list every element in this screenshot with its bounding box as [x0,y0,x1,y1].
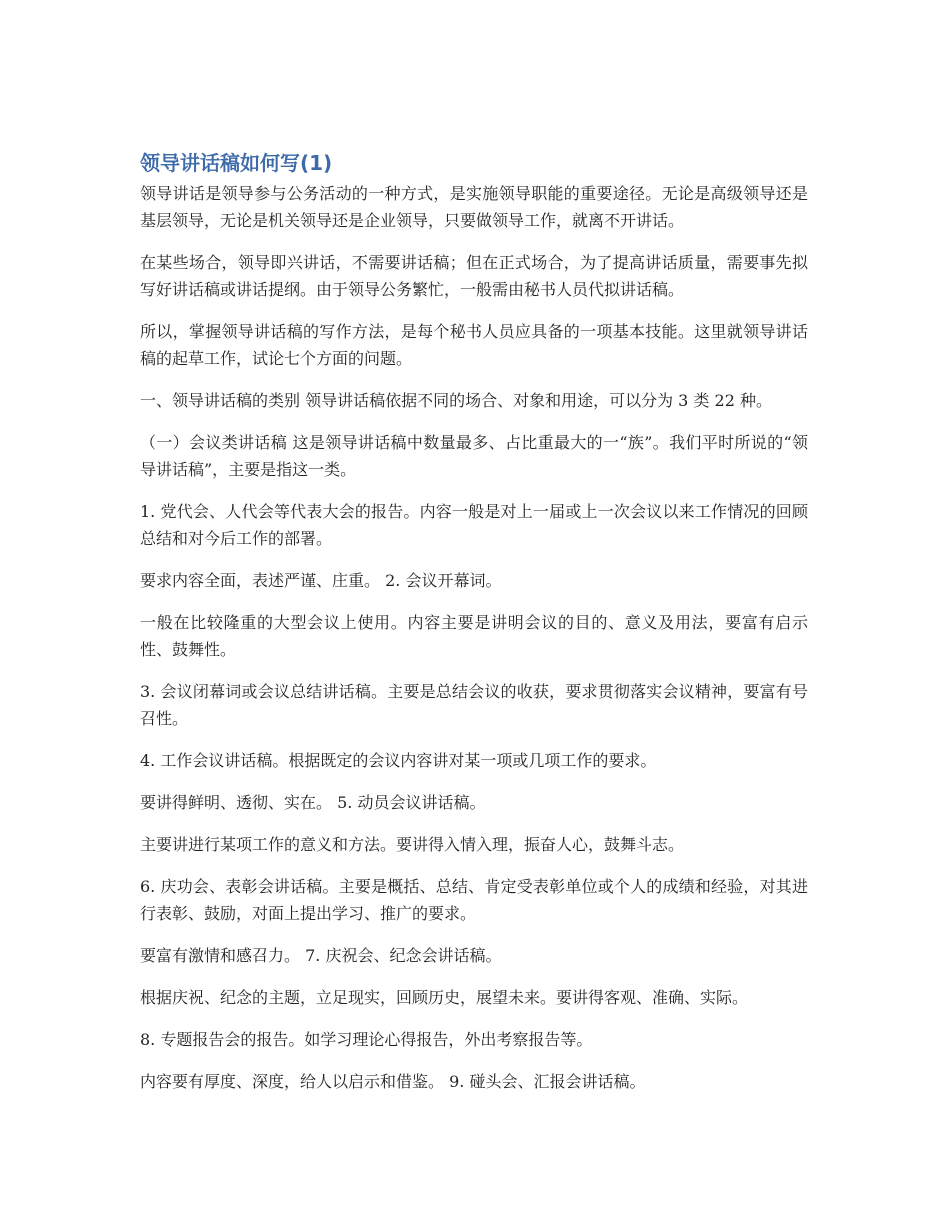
paragraph-item-6: 6. 庆功会、表彰会讲话稿。主要是概括、总结、肯定受表彰单位或个人的成绩和经验，对其进行表彰、鼓励，对面上提出学习、推广的要求。 [140,877,808,923]
document-page [140,148,808,1110]
paragraph-item-5: 要讲得鲜明、透彻、实在。 5. 动员会议讲话稿。 [140,793,486,812]
paragraph-section-1: 一、领导讲话稿的类别 领导讲话稿依据不同的场合、对象和用途，可以分为 3 类 22 种。 [140,391,772,410]
paragraph-item-8: 8. 专题报告会的报告。如学习理论心得报告，外出考察报告等。 [140,1030,593,1049]
paragraph-item-7-detail: 根据庆祝、纪念的主题，立足现实，回顾历史，展望未来。要讲得客观、准确、实际。 [140,988,749,1007]
paragraph-item-2: 要求内容全面，表述严谨、庄重。 2. 会议开幕词。 [140,571,502,590]
paragraph-intro-1: 领导讲话是领导参与公务活动的一种方式，是实施领导职能的重要途径。无论是高级领导还是基层领导，无论是机关领导还是企业领导，只要做领导工作，就离不开讲话。 [140,184,808,230]
paragraph-intro-2: 在某些场合，领导即兴讲话，不需要讲话稿；但在正式场合，为了提高讲话质量，需要事先拟写好讲话稿或讲话提纲。由于领导公务繁忙，一般需由秘书人员代拟讲话稿。 [140,253,808,299]
paragraph-intro-3: 所以，掌握领导讲话稿的写作方法，是每个秘书人员应具备的一项基本技能。这里就领导讲话稿的起草工作，试论七个方面的问题。 [140,322,808,368]
document-title: 领导讲话稿如何写(1) [140,151,333,175]
paragraph-item-5-detail: 主要讲进行某项工作的意义和方法。要讲得入情入理，振奋人心，鼓舞斗志。 [140,835,685,854]
paragraph-item-9: 内容要有厚度、深度，给人以启示和借鉴。 9. 碰头会、汇报会讲话稿。 [140,1072,646,1091]
paragraph-item-7: 要富有激情和感召力。 7. 庆祝会、纪念会讲话稿。 [140,946,502,965]
paragraph-item-4: 4. 工作会议讲话稿。根据既定的会议内容讲对某一项或几项工作的要求。 [140,751,657,770]
paragraph-item-2-detail: 一般在比较隆重的大型会议上使用。内容主要是讲明会议的目的、意义及用法，要富有启示性、鼓舞性。 [140,613,808,659]
paragraph-item-1: 1. 党代会、人代会等代表大会的报告。内容一般是对上一届或上一次会议以来工作情况的回顾总结和对今后工作的部署。 [140,502,808,548]
paragraph-item-3: 3. 会议闭幕词或会议总结讲话稿。主要是总结会议的收获，要求贯彻落实会议精神，要富有号召性。 [140,682,808,728]
paragraph-subsection-1: （一）会议类讲话稿 这是领导讲话稿中数量最多、占比重最大的一“族”。我们平时所说的“领导讲话稿”，主要是指这一类。 [140,433,808,479]
